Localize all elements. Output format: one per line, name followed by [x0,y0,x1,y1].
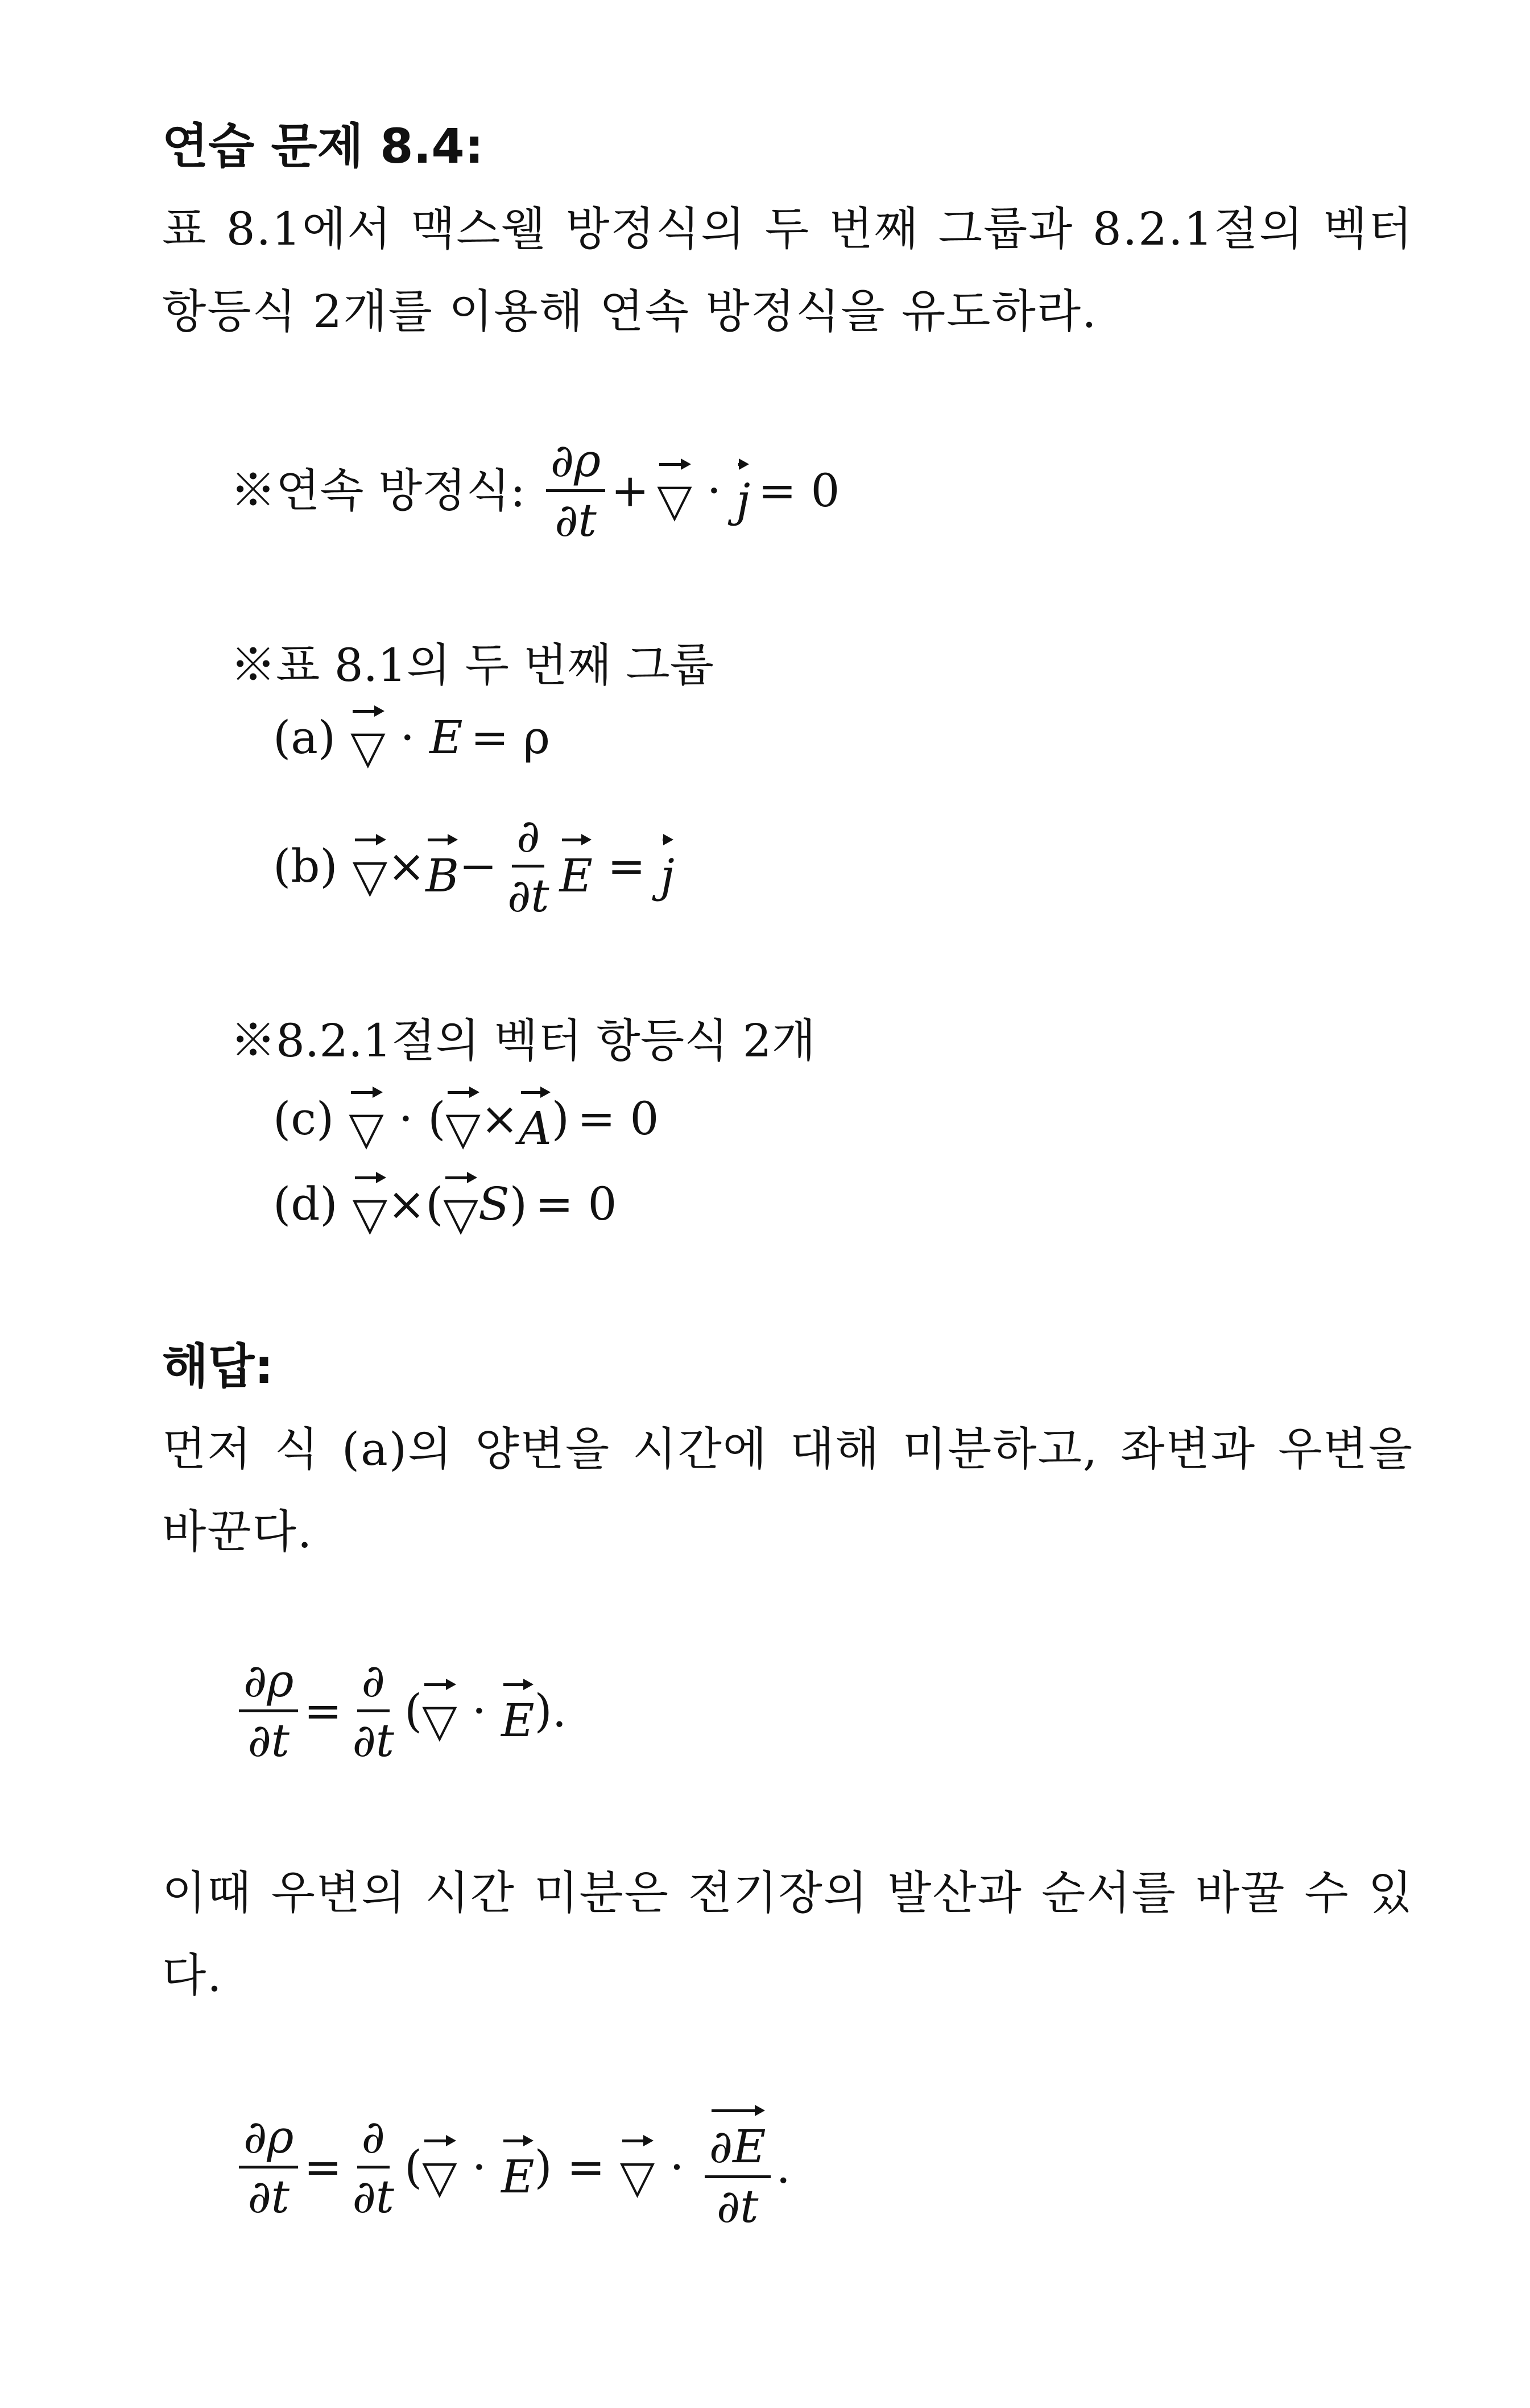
fraction-drho-dt [239,2110,298,2223]
equation-d [273,1172,617,1240]
s-symbol: S [478,1178,510,1230]
plus-sign: + [611,464,650,517]
numerator: ∂ [357,1658,390,1712]
denominator: ∂t [716,2180,759,2233]
nabla-vector: ▽ [443,1172,478,1237]
numerator: ∂ [512,813,544,868]
cross-operator: × [480,1092,519,1145]
nabla-vector: ▽ [657,459,692,523]
label-c: (c) [273,1092,334,1145]
period: . [776,2140,791,2194]
denominator: ∂t [247,1714,290,1767]
equals-rho: = ρ [470,711,550,764]
cross-operator: × [387,839,426,893]
nabla-vector: ▽ [350,705,386,770]
equation-b [273,809,675,922]
nabla-vector: ▽ [620,2135,655,2200]
de-vector: ∂E [709,2105,766,2170]
close-paren: ) [509,1178,527,1230]
dot-operator: · [400,711,415,764]
solution-title: 해답: [162,1339,274,1394]
dot-operator: · [472,1684,487,1737]
solution-equation-1 [233,1654,567,1767]
equals-zero: = 0 [758,464,840,517]
label-b: (b) [273,839,338,893]
denominator: ∂t [247,2170,290,2223]
equation-c [273,1087,659,1155]
continuity-label: ※연속 방정식: [230,464,526,517]
open-paren: ( [404,1684,423,1737]
j-vector: j [660,834,675,899]
equals-sign: = [304,2140,342,2194]
nabla-vector: ▽ [422,2135,457,2200]
open-paren: ( [428,1092,446,1145]
close-paren: ) [551,1092,569,1145]
e-symbol: E [429,711,463,764]
e-vector: E [501,2135,534,2200]
equals-zero: = 0 [577,1092,659,1145]
fraction-de-dt [705,2105,771,2233]
nabla-vector: ▽ [353,834,388,899]
equals-sign: = [607,839,646,893]
label-d: (d) [273,1178,338,1230]
open-paren: ( [404,2140,423,2194]
solution-text-2: 이때 우변의 시간 미분은 전기장의 발산과 순서를 바꿀 수 있다. [162,1866,1413,2002]
dot-operator: · [472,2140,487,2194]
dot-operator: · [669,2140,684,2194]
problem-text: 표 8.1에서 맥스웰 방정식의 두 번째 그룹과 8.2.1절의 벡터 항등식 2개를 이용해 연속 방정식을 유도하라. [162,203,1413,338]
denominator: ∂t [352,2170,394,2223]
numerator: ∂ρ [239,1658,298,1712]
continuity-equation [230,434,840,547]
fraction-drho-dt [239,1654,298,1767]
denominator: ∂t [507,869,549,922]
equation-a [273,705,550,774]
equals-zero: = 0 [535,1178,617,1230]
e-vector: E [501,1679,534,1744]
fraction-d-dt [348,1654,399,1767]
nabla-vector: ▽ [349,1087,384,1151]
nabla-vector: ▽ [422,1679,457,1744]
denominator: ∂t [555,494,597,547]
identities-label: ※8.2.1절의 벡터 항등식 2개 [230,1014,816,1067]
e-vector: E [560,834,593,899]
denominator: ∂t [352,1714,394,1767]
equals-sign: = [566,2140,605,2194]
equals-sign: = [304,1684,342,1737]
numerator: ∂ρ [546,438,605,492]
b-vector: B [425,834,459,899]
close-paren: ) [534,2140,552,2194]
minus-sign: − [459,839,498,893]
j-vector: j [736,459,750,523]
nabla-vector: ▽ [353,1172,388,1237]
close-paren: ). [534,1684,567,1737]
nabla-vector: ▽ [445,1087,481,1151]
a-vector: A [519,1087,552,1151]
fraction-d-dt [503,809,554,922]
cross-operator: × [387,1178,426,1230]
numerator: ∂ [357,2114,390,2169]
fraction-d-dt [348,2110,399,2223]
dot-operator: · [706,464,722,517]
table-group-label: ※표 8.1의 두 번째 그룹 [230,639,714,692]
dot-operator: · [398,1092,413,1145]
exercise-title: 연습 문제 8.4: [162,118,484,174]
open-paren: ( [425,1178,444,1230]
solution-text-1: 먼저 식 (a)의 양변을 시간에 대해 미분하고, 좌변과 우변을 바꾼다. [162,1423,1413,1558]
fraction-drho-dt [546,434,605,547]
label-a: (a) [273,711,336,764]
numerator [705,2105,771,2178]
solution-equation-2 [233,2105,791,2233]
numerator: ∂ρ [239,2114,298,2169]
